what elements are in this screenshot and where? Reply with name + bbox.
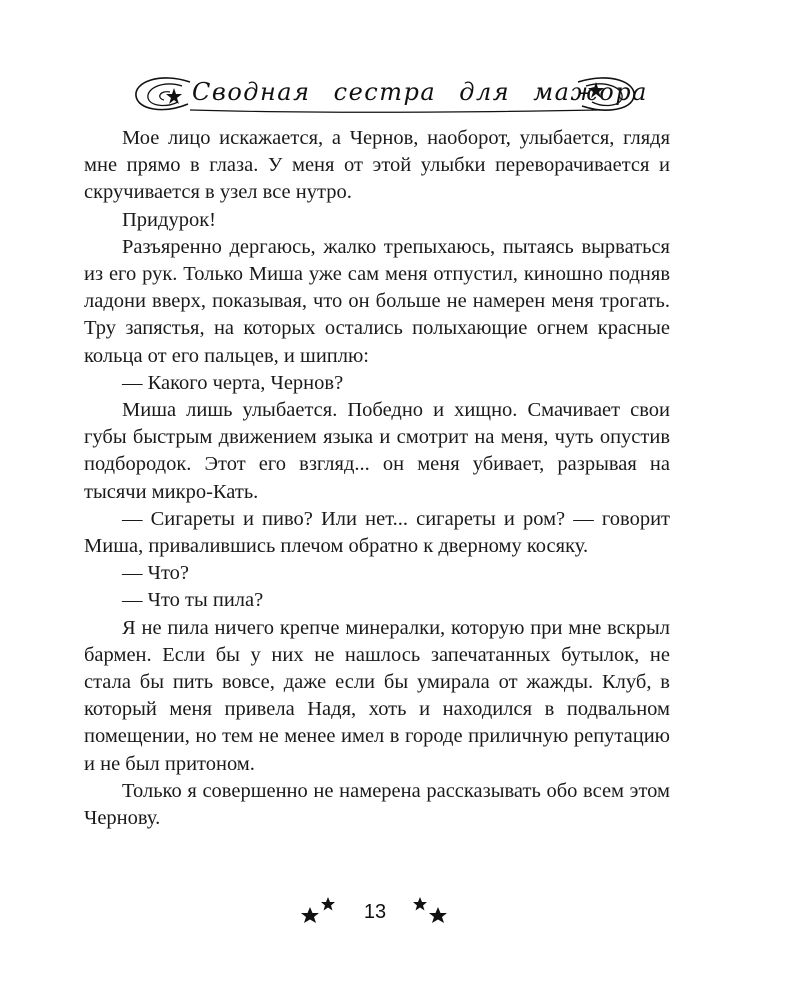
- paragraph: — Какого черта, Чернов?: [122, 371, 344, 394]
- running-header: [130, 64, 648, 122]
- paragraph: Миша лишь улыбается. Победно и хищно. Смачивает свои губы быстрым движением языка и смотрит на меня, чуть опустив подбородок. Этот его взгляд... он меня убивает, разрывая на тысячи микро-Кать.: [84, 399, 670, 503]
- star-pair-left-icon: [298, 895, 342, 925]
- paragraph: Мое лицо искажается, а Чернов, наоборот, улыбается, глядя мне прямо в глаза. У меня от этой улыбки переворачивается и скручивается в узел все нутро.: [84, 127, 670, 204]
- paragraph: — Что ты пила?: [122, 589, 264, 612]
- running-title: Сводная сестра для мажора: [192, 78, 648, 106]
- star-pair-right-icon: [408, 895, 452, 925]
- paragraph: Я не пила ничего крепче минералки, которую при мне вскрыл бармен. Если бы у них не нашлось запечатанных бутылок, не стала бы пить вовсе, даже если бы умирала от жажды. Клуб, в который меня привела Надя, хоть и находился в подвальном помещении, но тем не менее имел в городе приличную репутацию и не был притоном.: [84, 616, 670, 775]
- paragraph: Разъяренно дергаюсь, жалко трепыхаюсь, пытаясь вырваться из его рук. Только Миша уже сам меня отпустил, киношно подняв ладони вверх, показывая, что он больше не намерен меня трогать. Тру запястья, на которых остались полыхающие огнем красные кольца от его пальцев, и шиплю:: [84, 235, 670, 367]
- paragraph: — Что?: [122, 562, 189, 585]
- paragraph: Придурок!: [122, 208, 216, 231]
- paragraph: — Сигареты и пиво? Или нет... сигареты и ром? — говорит Миша, привалившись плечом обратно к дверному косяку.: [84, 507, 670, 558]
- page-footer: [0, 895, 800, 931]
- paragraph: Только я совершенно не намерена рассказывать обо всем этом Чернову.: [84, 779, 670, 830]
- page-number: 13: [363, 901, 387, 923]
- body-text: [84, 125, 670, 832]
